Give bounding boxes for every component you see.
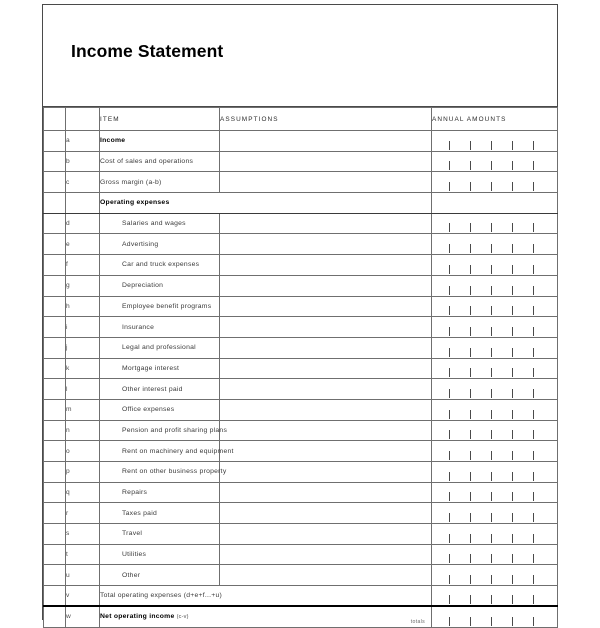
row-item-label [100, 317, 220, 338]
assumptions-input-cell[interactable] [220, 441, 432, 462]
row-item-text: Mortgage interest [122, 364, 180, 372]
row-item-text: Other interest paid [122, 385, 183, 393]
assumptions-input-cell[interactable] [220, 482, 432, 503]
row-item-text: Net operating income [100, 613, 177, 621]
row-letter: i [66, 317, 100, 338]
table-row [44, 379, 558, 400]
row-spacer-cell [44, 131, 66, 152]
row-item-label [100, 482, 220, 503]
annual-amount-input-cell[interactable] [432, 234, 558, 255]
row-item-label [100, 544, 220, 565]
table-row [44, 275, 558, 296]
row-spacer-cell [44, 420, 66, 441]
assumptions-input-cell[interactable] [220, 255, 432, 276]
row-item-formula: (c-v) [176, 614, 189, 621]
row-spacer-cell [44, 606, 66, 627]
table-row [44, 462, 558, 483]
annual-amount-input-cell[interactable] [432, 441, 558, 462]
assumptions-input-cell[interactable] [220, 544, 432, 565]
document-page [42, 4, 558, 625]
table-row [44, 441, 558, 462]
row-letter: q [66, 482, 100, 503]
row-letter: h [66, 296, 100, 317]
row-spacer-cell [44, 482, 66, 503]
row-item-label [100, 606, 432, 627]
row-item-text: Advertising [122, 240, 159, 248]
row-item-label [100, 503, 220, 524]
digit-separator-ticks [432, 545, 557, 565]
digit-separator-ticks [432, 586, 557, 605]
assumptions-input-cell[interactable] [220, 399, 432, 420]
annual-amount-input-cell[interactable] [432, 255, 558, 276]
assumptions-input-cell[interactable] [220, 524, 432, 545]
assumptions-input-cell[interactable] [220, 296, 432, 317]
row-item-label [100, 296, 220, 317]
digit-separator-ticks [432, 441, 557, 461]
row-spacer-cell [44, 462, 66, 483]
row-spacer-cell [44, 275, 66, 296]
row-spacer-cell [44, 358, 66, 379]
row-item-text: Car and truck expenses [122, 261, 200, 269]
assumptions-input-cell[interactable] [220, 358, 432, 379]
assumptions-input-cell[interactable] [220, 565, 432, 586]
row-letter: m [66, 399, 100, 420]
digit-separator-ticks [432, 483, 557, 503]
row-item-text: Employee benefit programs [122, 302, 212, 310]
row-item-label [100, 151, 220, 172]
annual-amount-input-cell[interactable] [432, 172, 558, 193]
annual-amount-input-cell[interactable] [432, 358, 558, 379]
annual-amount-input-cell[interactable] [432, 462, 558, 483]
annual-amount-input-cell[interactable] [432, 275, 558, 296]
row-letter: a [66, 131, 100, 152]
row-item-text: Office expenses [122, 406, 175, 414]
row-letter: f [66, 255, 100, 276]
row-spacer-cell [44, 441, 66, 462]
annual-amount-input-cell[interactable] [432, 151, 558, 172]
row-item-text: Depreciation [122, 282, 164, 290]
annual-amount-input-cell[interactable] [432, 379, 558, 400]
digit-separator-ticks [432, 359, 557, 379]
annual-amount-input-cell[interactable] [432, 586, 558, 607]
row-spacer-cell [44, 544, 66, 565]
row-spacer-cell [44, 172, 66, 193]
digit-separator-ticks [432, 214, 557, 234]
row-item-text: Cost of sales and operations [100, 158, 194, 166]
row-item-label [100, 565, 220, 586]
table-row [44, 131, 558, 152]
row-item-label [100, 213, 220, 234]
assumptions-input-cell[interactable] [220, 462, 432, 483]
table-row [44, 151, 558, 172]
annual-amount-input-cell[interactable] [432, 337, 558, 358]
table-row [44, 317, 558, 338]
row-letter: e [66, 234, 100, 255]
row-letter: g [66, 275, 100, 296]
table-row [44, 172, 558, 193]
row-letter: c [66, 172, 100, 193]
annual-amount-input-cell[interactable] [432, 524, 558, 545]
row-letter: k [66, 358, 100, 379]
row-item-label [100, 379, 220, 400]
row-letter: s [66, 524, 100, 545]
digit-separator-ticks [432, 503, 557, 523]
title-block [43, 5, 557, 107]
annual-amount-input-cell[interactable] [432, 503, 558, 524]
row-spacer-cell [44, 255, 66, 276]
digit-separator-ticks [432, 317, 557, 337]
digit-separator-ticks [432, 338, 557, 358]
table-row [44, 606, 558, 627]
digit-separator-ticks [432, 131, 557, 151]
row-item-label [100, 399, 220, 420]
digit-separator-ticks [432, 462, 557, 482]
row-item-text: Utilities [122, 551, 147, 559]
row-letter [66, 193, 100, 214]
row-item-text: Operating expenses [100, 199, 170, 207]
assumptions-input-cell[interactable] [220, 503, 432, 524]
table-row [44, 337, 558, 358]
row-item-label [100, 462, 227, 483]
row-spacer-cell [44, 317, 66, 338]
digit-separator-ticks [432, 400, 557, 420]
income-statement-table [43, 107, 558, 628]
table-row [44, 234, 558, 255]
table-row [44, 565, 558, 586]
row-item-text: Total operating expenses (d+e+f...+u) [100, 592, 223, 600]
annual-amount-input-cell[interactable] [432, 482, 558, 503]
row-item-text: Pension and profit sharing plans [122, 426, 228, 434]
table-row [44, 586, 558, 607]
row-item-label [100, 131, 220, 152]
row-letter: v [66, 586, 100, 607]
row-item-text: Legal and professional [122, 344, 196, 352]
row-item-label [100, 193, 432, 214]
row-letter: t [66, 544, 100, 565]
digit-separator-ticks [432, 152, 557, 172]
row-item-label [100, 586, 432, 607]
row-letter: l [66, 379, 100, 400]
annual-amount-input-cell[interactable] [432, 213, 558, 234]
header-annual-amounts: ANNUAL AMOUNTS [432, 108, 558, 131]
row-spacer-cell [44, 565, 66, 586]
row-spacer-cell [44, 296, 66, 317]
header-row [44, 108, 558, 131]
row-spacer-cell [44, 503, 66, 524]
row-spacer-cell [44, 379, 66, 400]
table-row [44, 399, 558, 420]
page-title: Income Statement [71, 41, 224, 61]
row-item-label [100, 420, 228, 441]
row-item-label [100, 255, 220, 276]
annual-amount-input-cell[interactable] [432, 317, 558, 338]
annual-amount-input-cell[interactable] [432, 399, 558, 420]
table-row [44, 358, 558, 379]
row-item-text: Other [122, 571, 141, 579]
row-item-text: Insurance [122, 323, 155, 331]
annual-amount-input-cell[interactable] [432, 131, 558, 152]
digit-separator-ticks [432, 255, 557, 275]
row-letter: w [66, 606, 100, 627]
table-row [44, 296, 558, 317]
annual-amount-input-cell[interactable] [432, 420, 558, 441]
row-spacer-cell [44, 399, 66, 420]
row-item-label [100, 358, 220, 379]
row-spacer-cell [44, 337, 66, 358]
row-item-label [100, 337, 220, 358]
annual-amount-input-cell[interactable] [432, 565, 558, 586]
header-blank-cell [44, 108, 66, 131]
table-body [44, 131, 558, 628]
annual-amount-input-cell[interactable] [432, 193, 558, 214]
header-assumptions: ASSUMPTIONS [220, 108, 432, 131]
table-row [44, 213, 558, 234]
row-item-text: Gross margin (a-b) [100, 178, 162, 186]
row-letter: j [66, 337, 100, 358]
row-letter: o [66, 441, 100, 462]
digit-separator-ticks [432, 297, 557, 317]
row-item-label [100, 275, 220, 296]
row-letter: d [66, 213, 100, 234]
row-item-label [100, 172, 220, 193]
row-letter: n [66, 420, 100, 441]
annual-amount-input-cell[interactable] [432, 606, 558, 627]
assumptions-input-cell[interactable] [220, 172, 432, 193]
row-item-label [100, 524, 220, 545]
row-item-text: Salaries and wages [122, 220, 186, 228]
assumptions-input-cell[interactable] [220, 337, 432, 358]
digit-separator-ticks [432, 234, 557, 254]
row-spacer-cell [44, 213, 66, 234]
assumptions-input-cell[interactable] [220, 420, 432, 441]
annual-amount-input-cell[interactable] [432, 296, 558, 317]
table-row [44, 482, 558, 503]
table-row [44, 503, 558, 524]
row-letter: p [66, 462, 100, 483]
row-item-text: Taxes paid [122, 509, 157, 517]
table-row [44, 524, 558, 545]
row-letter: r [66, 503, 100, 524]
header-item: ITEM [100, 108, 220, 131]
digit-separator-ticks [432, 524, 557, 544]
row-item-text: Income [100, 137, 126, 145]
row-item-label [100, 441, 234, 462]
table-header [44, 108, 558, 131]
assumptions-input-cell[interactable] [220, 213, 432, 234]
header-letter-cell [66, 108, 100, 131]
table-row [44, 193, 558, 214]
digit-separator-ticks [432, 607, 557, 626]
digit-separator-ticks [432, 565, 557, 585]
row-item-text: Rent on machinery and equipment [122, 447, 234, 455]
totals-label: totals [410, 618, 425, 625]
row-spacer-cell [44, 586, 66, 607]
row-letter: u [66, 565, 100, 586]
row-spacer-cell [44, 524, 66, 545]
digit-separator-ticks [432, 421, 557, 441]
digit-separator-ticks [432, 172, 557, 192]
row-item-text: Rent on other business property [122, 468, 227, 476]
assumptions-input-cell[interactable] [220, 131, 432, 152]
annual-amount-input-cell[interactable] [432, 544, 558, 565]
table-row [44, 255, 558, 276]
table-row [44, 420, 558, 441]
row-item-text: Travel [122, 530, 143, 538]
digit-separator-ticks [432, 379, 557, 399]
row-item-text: Repairs [122, 489, 148, 497]
table-row [44, 544, 558, 565]
assumptions-input-cell[interactable] [220, 151, 432, 172]
row-spacer-cell [44, 151, 66, 172]
assumptions-input-cell[interactable] [220, 275, 432, 296]
row-spacer-cell [44, 193, 66, 214]
assumptions-input-cell[interactable] [220, 317, 432, 338]
assumptions-input-cell[interactable] [220, 379, 432, 400]
row-item-label [100, 234, 220, 255]
digit-separator-ticks [432, 276, 557, 296]
assumptions-input-cell[interactable] [220, 234, 432, 255]
row-letter: b [66, 151, 100, 172]
row-spacer-cell [44, 234, 66, 255]
